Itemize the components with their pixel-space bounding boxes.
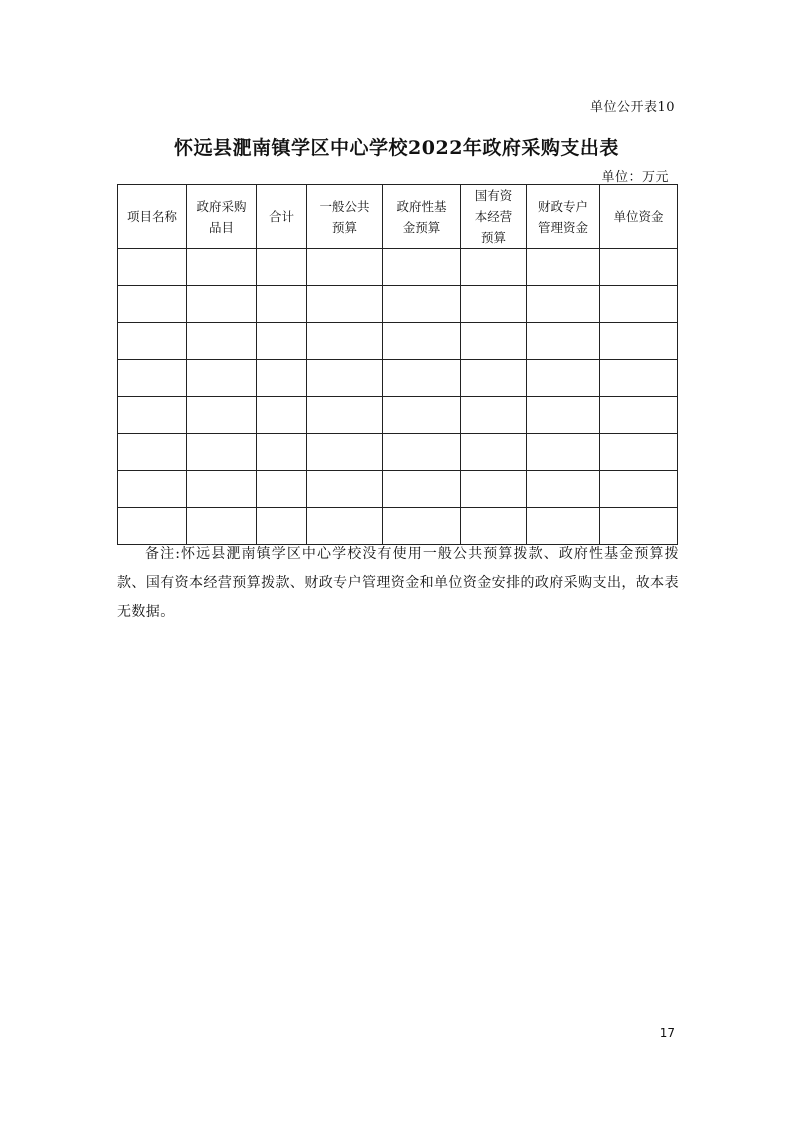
table-cell	[257, 249, 307, 286]
table-cell	[600, 323, 678, 360]
table-cell	[118, 434, 187, 471]
column-header	[187, 185, 257, 249]
table-cell	[461, 434, 527, 471]
table-cell	[307, 508, 383, 545]
table-cell	[383, 508, 461, 545]
table-cell	[383, 249, 461, 286]
table-cell	[527, 323, 600, 360]
page-title: 怀远县淝南镇学区中心学校2022年政府采购支出表	[174, 137, 619, 159]
column-header	[307, 185, 383, 249]
column-header-line: 本经营	[474, 209, 513, 224]
table-cell	[187, 508, 257, 545]
column-header	[461, 185, 527, 249]
table-cell	[257, 508, 307, 545]
table-cell	[461, 508, 527, 545]
remark-note: 备注:怀远县淝南镇学区中心学校没有使用一般公共预算拨款、政府性基金预算拨款、国有资本经营预算拨款、财政专户管理资金和单位资金安排的政府采购支出，故本表无数据。	[117, 546, 679, 620]
table-cell	[187, 360, 257, 397]
table-cell	[187, 397, 257, 434]
page-number: 17	[659, 1026, 675, 1040]
column-header-line: 预算	[331, 219, 357, 235]
table-cell	[307, 471, 383, 508]
table-cell	[257, 397, 307, 434]
table-cell	[187, 249, 257, 286]
table-cell	[187, 471, 257, 508]
table-cell	[307, 323, 383, 360]
table-cell	[118, 508, 187, 545]
column-header-line: 管理资金	[537, 219, 588, 235]
table-cell	[257, 286, 307, 323]
table-row	[118, 249, 678, 286]
table-cell	[118, 360, 187, 397]
table-cell	[383, 434, 461, 471]
table-cell	[461, 360, 527, 397]
table-cell	[257, 360, 307, 397]
column-header-line: 政府性基	[396, 198, 447, 214]
table-cell	[383, 360, 461, 397]
table-cell	[527, 286, 600, 323]
table-cell	[187, 323, 257, 360]
column-header-line: 财政专户	[537, 198, 588, 214]
table-cell	[600, 471, 678, 508]
table-cell	[461, 323, 527, 360]
table-cell	[307, 360, 383, 397]
table-cell	[600, 508, 678, 545]
column-header	[383, 185, 461, 249]
table-cell	[527, 360, 600, 397]
column-header-line: 项目名称	[126, 209, 177, 224]
column-header-line: 金预算	[402, 219, 441, 235]
table-cell	[461, 249, 527, 286]
table-cell	[118, 323, 187, 360]
form-number: 单位公开表10	[589, 100, 675, 115]
table-cell	[383, 471, 461, 508]
table-cell	[118, 286, 187, 323]
column-header	[257, 185, 307, 249]
table-row	[118, 397, 678, 434]
unit-label: 单位：万元	[601, 170, 669, 185]
table-cell	[383, 323, 461, 360]
table-row	[118, 360, 678, 397]
table-cell	[187, 434, 257, 471]
column-header-line: 国有资	[474, 188, 513, 203]
column-header	[527, 185, 600, 249]
table-cell	[307, 434, 383, 471]
table-cell	[527, 471, 600, 508]
table-cell	[527, 508, 600, 545]
table-row	[118, 286, 678, 323]
table-cell	[257, 434, 307, 471]
table-cell	[118, 249, 187, 286]
table-cell	[461, 471, 527, 508]
table-cell	[461, 286, 527, 323]
table-cell	[527, 397, 600, 434]
column-header-line: 品目	[208, 219, 234, 235]
table-cell	[600, 434, 678, 471]
table-cell	[600, 286, 678, 323]
table-cell	[118, 471, 187, 508]
table-row	[118, 434, 678, 471]
table-cell	[307, 286, 383, 323]
column-header-line: 一般公共	[319, 198, 370, 214]
table-cell	[187, 286, 257, 323]
table-cell	[600, 249, 678, 286]
column-header-line: 单位资金	[613, 209, 664, 224]
table-cell	[461, 397, 527, 434]
table-cell	[257, 323, 307, 360]
table-cell	[600, 360, 678, 397]
table-cell	[527, 249, 600, 286]
table-row	[118, 471, 678, 508]
table-row	[118, 508, 678, 545]
column-header-line: 预算	[480, 230, 506, 245]
table-cell	[118, 397, 187, 434]
table-cell	[527, 434, 600, 471]
procurement-expenditure-table	[117, 184, 678, 545]
table-cell	[600, 397, 678, 434]
column-header	[118, 185, 187, 249]
table-cell	[257, 471, 307, 508]
column-header-line: 合计	[268, 209, 294, 224]
table-cell	[383, 286, 461, 323]
table-cell	[307, 249, 383, 286]
table-header-row	[118, 185, 678, 249]
table-row	[118, 323, 678, 360]
column-header-line: 政府采购	[196, 198, 247, 214]
table-cell	[383, 397, 461, 434]
column-header	[600, 185, 678, 249]
table-cell	[307, 397, 383, 434]
